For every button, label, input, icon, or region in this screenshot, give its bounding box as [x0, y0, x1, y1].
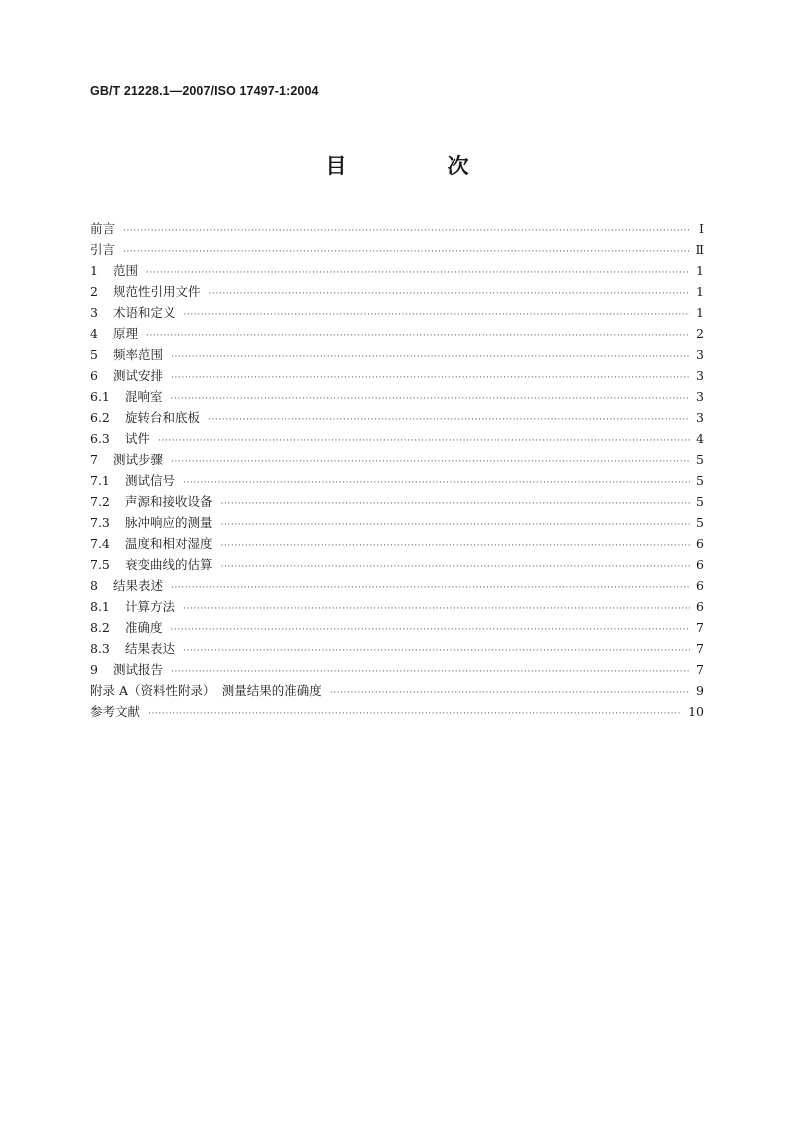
toc-entry[interactable] — [90, 680, 704, 701]
toc-dot-leader — [221, 494, 690, 515]
toc-entry-label: 计算方法 — [125, 599, 176, 614]
toc-entry[interactable] — [90, 449, 704, 470]
toc-entry[interactable] — [90, 533, 704, 554]
toc-entry-label: 附录 A（资料性附录） 测量结果的准确度 — [90, 683, 322, 698]
toc-entry[interactable] — [90, 281, 704, 302]
toc-entry[interactable] — [90, 365, 704, 386]
toc-entry-number: 7.3 — [90, 515, 110, 530]
toc-entry[interactable] — [90, 470, 704, 491]
toc-entry-label: 参考文献 — [90, 704, 141, 719]
toc-dot-leader — [158, 431, 690, 452]
toc-entry[interactable] — [90, 407, 704, 428]
toc-entry-number: 4 — [90, 326, 98, 341]
toc-entry-label: 频率范围 — [113, 347, 164, 362]
toc-entry-page-number: 3 — [696, 389, 704, 404]
toc-entry-number: 3 — [90, 305, 98, 320]
toc-entry[interactable] — [90, 596, 704, 617]
toc-entry-number: 8.3 — [90, 641, 110, 656]
toc-entry-number: 1 — [90, 263, 98, 278]
toc-entry-label: 测试安排 — [113, 368, 164, 383]
toc-entry-page-number: 6 — [696, 599, 704, 614]
toc-entry[interactable] — [90, 260, 704, 281]
toc-entry[interactable] — [90, 491, 704, 512]
toc-entry-page-number: 3 — [696, 410, 704, 425]
toc-entry-page-number: 6 — [696, 578, 704, 593]
toc-entry-page-number: 1 — [696, 263, 704, 278]
toc-entry-label: 试件 — [125, 431, 151, 446]
toc-entry-page-number: 3 — [696, 368, 704, 383]
toc-entry[interactable] — [90, 659, 704, 680]
toc-dot-leader — [171, 578, 690, 599]
toc-entry-number: 8.2 — [90, 620, 110, 635]
toc-dot-leader — [183, 641, 690, 662]
toc-entry[interactable] — [90, 323, 704, 344]
toc-entry-number: 5 — [90, 347, 98, 362]
toc-entry-page-number: 7 — [696, 662, 704, 677]
toc-entry-number: 2 — [90, 284, 98, 299]
toc-entry-number: 7.5 — [90, 557, 110, 572]
toc-entry-label: 旋转台和底板 — [125, 410, 201, 425]
toc-entry[interactable] — [90, 344, 704, 365]
toc-entry-page-number: 7 — [696, 641, 704, 656]
toc-entry-label: 范围 — [113, 263, 139, 278]
toc-entry-label: 测试步骤 — [113, 452, 164, 467]
toc-entry-number: 9 — [90, 662, 98, 677]
toc-dot-leader — [171, 452, 690, 473]
toc-entry-page-number: 3 — [696, 347, 704, 362]
toc-entry-number: 7.1 — [90, 473, 110, 488]
toc-dot-leader — [171, 389, 690, 410]
toc-entry-page-number: 4 — [696, 431, 704, 446]
toc-entry-label: 准确度 — [125, 620, 163, 635]
toc-entry-label: 结果表达 — [125, 641, 176, 656]
toc-entry-number: 7.2 — [90, 494, 110, 509]
toc-dot-leader — [171, 620, 690, 641]
toc-entry-page-number: 5 — [696, 473, 704, 488]
toc-entry-page-number: 9 — [696, 683, 704, 698]
toc-entry-label: 引言 — [90, 242, 116, 257]
toc-entry-page-number: 6 — [696, 557, 704, 572]
toc-entry[interactable] — [90, 239, 704, 260]
toc-entry-page-number: 5 — [696, 452, 704, 467]
toc-entry-page-number: 2 — [696, 326, 704, 341]
toc-dot-leader — [209, 284, 690, 305]
toc-entry-label: 声源和接收设备 — [125, 494, 213, 509]
toc-entry[interactable] — [90, 218, 704, 239]
toc-dot-leader — [221, 536, 690, 557]
toc-entry-label: 脉冲响应的测量 — [125, 515, 213, 530]
toc-entry-label: 术语和定义 — [113, 305, 176, 320]
toc-entry-page-number: Ⅱ — [695, 242, 704, 257]
toc-entry[interactable] — [90, 386, 704, 407]
toc-entry-label: 测试报告 — [113, 662, 164, 677]
toc-entry-number: 8.1 — [90, 599, 110, 614]
table-of-contents — [90, 218, 704, 722]
toc-entry-label: 测试信号 — [125, 473, 176, 488]
toc-entry-label: 规范性引用文件 — [113, 284, 201, 299]
toc-dot-leader — [148, 704, 682, 725]
toc-entry-page-number: 1 — [696, 305, 704, 320]
toc-entry-page-number: 5 — [696, 515, 704, 530]
toc-dot-leader — [330, 683, 690, 704]
toc-entry-page-number: 10 — [688, 704, 704, 719]
toc-entry-label: 衰变曲线的估算 — [125, 557, 213, 572]
toc-dot-leader — [123, 242, 689, 263]
toc-entry-number: 6.3 — [90, 431, 110, 446]
toc-entry-page-number: 6 — [696, 536, 704, 551]
standard-number: GB/T 21228.1—2007/ISO 17497-1:2004 — [90, 84, 319, 98]
toc-entry[interactable] — [90, 701, 704, 722]
toc-entry-label: 结果表述 — [113, 578, 164, 593]
toc-entry-label: 前言 — [90, 221, 116, 236]
toc-entry[interactable] — [90, 617, 704, 638]
toc-dot-leader — [123, 221, 690, 242]
toc-dot-leader — [183, 599, 690, 620]
toc-dot-leader — [171, 368, 690, 389]
toc-entry-page-number: 5 — [696, 494, 704, 509]
toc-dot-leader — [221, 557, 690, 578]
toc-entry[interactable] — [90, 638, 704, 659]
toc-entry-number: 6.1 — [90, 389, 110, 404]
toc-dot-leader — [221, 515, 690, 536]
toc-entry-label: 混响室 — [125, 389, 163, 404]
toc-entry-number: 7 — [90, 452, 98, 467]
page-title: 目 次 — [325, 153, 509, 178]
toc-entry-page-number: 7 — [696, 620, 704, 635]
toc-entry-number: 6 — [90, 368, 98, 383]
toc-entry-number: 7.4 — [90, 536, 110, 551]
toc-entry-label: 原理 — [113, 326, 139, 341]
toc-dot-leader — [184, 305, 690, 326]
toc-entry-number: 8 — [90, 578, 98, 593]
toc-entry[interactable] — [90, 554, 704, 575]
toc-entry-page-number: I — [699, 221, 704, 236]
toc-entry-page-number: 1 — [696, 284, 704, 299]
toc-dot-leader — [171, 347, 690, 368]
toc-dot-leader — [146, 326, 690, 347]
toc-dot-leader — [183, 473, 690, 494]
toc-entry-number: 6.2 — [90, 410, 110, 425]
toc-entry[interactable] — [90, 512, 704, 533]
toc-dot-leader — [146, 263, 690, 284]
toc-entry[interactable] — [90, 302, 704, 323]
toc-entry-label: 温度和相对湿度 — [125, 536, 213, 551]
toc-dot-leader — [208, 410, 690, 431]
toc-entry[interactable] — [90, 575, 704, 596]
toc-entry[interactable] — [90, 428, 704, 449]
